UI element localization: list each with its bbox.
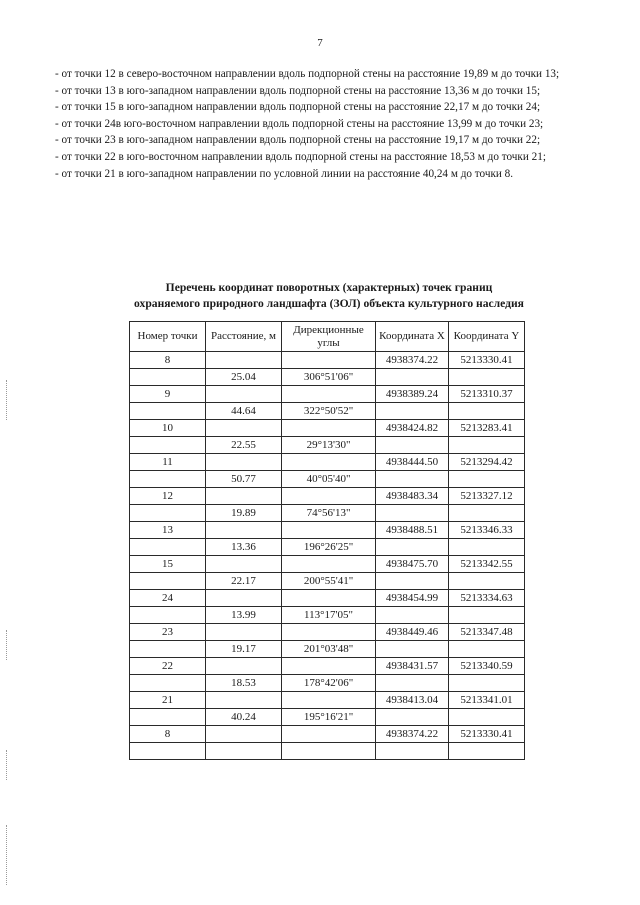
table-row [130, 505, 525, 522]
cell-point-number: 9 [130, 386, 206, 403]
cell-coordinate-x [376, 709, 449, 726]
table-row [130, 539, 525, 556]
cell-point-number: 12 [130, 488, 206, 505]
cell-distance: 44.64 [206, 403, 282, 420]
cell-distance: 40.24 [206, 709, 282, 726]
cell-point-number [130, 369, 206, 386]
table-row [130, 607, 525, 624]
cell-coordinate-y: 5213310.37 [449, 386, 525, 403]
cell-distance: 22.55 [206, 437, 282, 454]
cell-direction-angle [282, 556, 376, 573]
cell-distance: 13.36 [206, 539, 282, 556]
cell-direction-angle: 195°16'21" [282, 709, 376, 726]
cell-point-number [130, 471, 206, 488]
cell-distance: 19.89 [206, 505, 282, 522]
cell-coordinate-y: 5213346.33 [449, 522, 525, 539]
cell-distance: 50.77 [206, 471, 282, 488]
cell-distance [206, 556, 282, 573]
cell-distance [206, 692, 282, 709]
cell-coordinate-y: 5213330.41 [449, 726, 525, 743]
cell-point-number: 11 [130, 454, 206, 471]
boundary-paragraph: - от точки 13 в юго-западном направлении вдоль подпорной стены на расстояние 13,36 м до точки 15; [55, 84, 541, 97]
cell-coordinate-y [449, 471, 525, 488]
cell-direction-angle: 29°13'30" [282, 437, 376, 454]
table-row [130, 420, 525, 437]
table-title-line-2: охраняемого природного ландшафта (ЗОЛ) объекта культурного наследия [134, 297, 524, 310]
cell-direction-angle: 200°55'41" [282, 573, 376, 590]
cell-distance [206, 726, 282, 743]
cell-coordinate-x [376, 369, 449, 386]
cell-point-number [130, 505, 206, 522]
table-title [55, 280, 603, 312]
cell-distance [206, 488, 282, 505]
cell-direction-angle [282, 488, 376, 505]
header-coordinate-x: Координата X [376, 322, 449, 352]
cell-coordinate-y [449, 369, 525, 386]
cell-distance [206, 386, 282, 403]
cell-coordinate-y [449, 607, 525, 624]
cell-direction-angle [282, 352, 376, 369]
cell-coordinate-x: 4938454.99 [376, 590, 449, 607]
scan-edge-mark [6, 630, 9, 660]
cell-point-number: 21 [130, 692, 206, 709]
table-row [130, 471, 525, 488]
cell-coordinate-y: 5213347.48 [449, 624, 525, 641]
cell-coordinate-y [449, 403, 525, 420]
header-point-number: Номер точки [130, 322, 206, 352]
cell-point-number: 24 [130, 590, 206, 607]
cell-direction-angle: 306°51'06" [282, 369, 376, 386]
table-row [130, 743, 525, 760]
cell-coordinate-x: 4938483.34 [376, 488, 449, 505]
cell-coordinate-y: 5213340.59 [449, 658, 525, 675]
cell-coordinate-y: 5213327.12 [449, 488, 525, 505]
cell-direction-angle [282, 658, 376, 675]
cell-point-number [130, 539, 206, 556]
cell-distance: 13.99 [206, 607, 282, 624]
coordinates-table [129, 321, 525, 760]
cell-distance [206, 420, 282, 437]
cell-point-number: 10 [130, 420, 206, 437]
cell-point-number [130, 437, 206, 454]
cell-coordinate-x: 4938449.46 [376, 624, 449, 641]
cell-coordinate-x: 4938389.24 [376, 386, 449, 403]
table-row [130, 454, 525, 471]
cell-coordinate-y: 5213294.42 [449, 454, 525, 471]
cell-point-number: 22 [130, 658, 206, 675]
cell-direction-angle [282, 743, 376, 760]
cell-point-number: 23 [130, 624, 206, 641]
cell-coordinate-x [376, 607, 449, 624]
cell-coordinate-y: 5213341.01 [449, 692, 525, 709]
cell-direction-angle [282, 454, 376, 471]
cell-coordinate-x [376, 505, 449, 522]
cell-coordinate-x: 4938413.04 [376, 692, 449, 709]
table-row [130, 590, 525, 607]
cell-distance [206, 658, 282, 675]
table-row [130, 352, 525, 369]
cell-coordinate-y [449, 505, 525, 522]
cell-coordinate-y: 5213283.41 [449, 420, 525, 437]
table-row [130, 403, 525, 420]
cell-point-number: 13 [130, 522, 206, 539]
table-row [130, 641, 525, 658]
cell-direction-angle [282, 624, 376, 641]
cell-distance: 18.53 [206, 675, 282, 692]
boundary-paragraph: - от точки 12 в северо-восточном направлении вдоль подпорной стены на расстояние 19,89 м до точки 13; [55, 68, 560, 80]
table-row [130, 556, 525, 573]
scan-edge-mark [6, 380, 9, 420]
cell-coordinate-y: 5213334.63 [449, 590, 525, 607]
cell-direction-angle [282, 420, 376, 437]
cell-coordinate-y: 5213330.41 [449, 352, 525, 369]
cell-coordinate-x [376, 743, 449, 760]
boundary-paragraph: - от точки 24в юго-восточном направлении вдоль подпорной стены на расстояние 13,99 м до точки 23; [55, 117, 544, 130]
scan-edge-mark [6, 750, 9, 780]
cell-direction-angle [282, 386, 376, 403]
cell-point-number [130, 641, 206, 658]
table-row [130, 369, 525, 386]
cell-coordinate-x: 4938374.22 [376, 352, 449, 369]
boundary-paragraph: - от точки 23 в юго-западном направлении вдоль подпорной стены на расстояние 19,17 м до точки 22; [55, 134, 541, 147]
cell-coordinate-x: 4938488.51 [376, 522, 449, 539]
table-row [130, 675, 525, 692]
table-row [130, 437, 525, 454]
table-row [130, 709, 525, 726]
cell-point-number: 8 [130, 352, 206, 369]
cell-distance [206, 522, 282, 539]
cell-point-number: 8 [130, 726, 206, 743]
cell-distance [206, 590, 282, 607]
boundary-description [55, 66, 603, 182]
cell-direction-angle: 201°03'48" [282, 641, 376, 658]
table-row [130, 488, 525, 505]
table-title-line-1: Перечень координат поворотных (характерных) точек границ [165, 281, 493, 294]
cell-direction-angle: 113°17'05" [282, 607, 376, 624]
cell-coordinate-x [376, 539, 449, 556]
cell-direction-angle [282, 522, 376, 539]
page-number: 7 [317, 37, 323, 49]
cell-point-number [130, 709, 206, 726]
cell-distance [206, 624, 282, 641]
cell-coordinate-x [376, 437, 449, 454]
header-coordinate-y: Координата Y [449, 322, 525, 352]
cell-coordinate-y [449, 437, 525, 454]
cell-distance [206, 454, 282, 471]
table-row [130, 692, 525, 709]
cell-coordinate-x: 4938444.50 [376, 454, 449, 471]
cell-point-number [130, 743, 206, 760]
header-distance: Расстояние, м [206, 322, 282, 352]
header-direction-angles: Дирекционные углы [282, 322, 376, 352]
table-row [130, 726, 525, 743]
table-row [130, 624, 525, 641]
cell-coordinate-y [449, 573, 525, 590]
table-row [130, 573, 525, 590]
cell-direction-angle: 40°05'40" [282, 471, 376, 488]
cell-coordinate-x [376, 675, 449, 692]
table-row [130, 522, 525, 539]
cell-coordinate-x: 4938431.57 [376, 658, 449, 675]
cell-coordinate-x: 4938475.70 [376, 556, 449, 573]
table-row [130, 386, 525, 403]
cell-coordinate-y [449, 675, 525, 692]
cell-direction-angle [282, 726, 376, 743]
cell-direction-angle: 322°50'52" [282, 403, 376, 420]
cell-distance: 25.04 [206, 369, 282, 386]
cell-coordinate-y [449, 539, 525, 556]
cell-coordinate-y [449, 641, 525, 658]
cell-direction-angle [282, 692, 376, 709]
cell-point-number: 15 [130, 556, 206, 573]
cell-direction-angle [282, 590, 376, 607]
cell-coordinate-y [449, 743, 525, 760]
cell-coordinate-x [376, 573, 449, 590]
cell-distance: 22.17 [206, 573, 282, 590]
cell-direction-angle: 74°56'13" [282, 505, 376, 522]
boundary-paragraph: - от точки 22 в юго-восточном направлении вдоль подпорной стены на расстояние 18,53 м до точки 21; [55, 150, 546, 163]
cell-coordinate-y [449, 709, 525, 726]
cell-distance: 19.17 [206, 641, 282, 658]
cell-coordinate-x: 4938424.82 [376, 420, 449, 437]
cell-coordinate-y: 5213342.55 [449, 556, 525, 573]
table-row [130, 658, 525, 675]
cell-coordinate-x [376, 471, 449, 488]
table-header-row [130, 322, 525, 352]
cell-point-number [130, 607, 206, 624]
cell-point-number [130, 675, 206, 692]
cell-coordinate-x [376, 403, 449, 420]
cell-distance [206, 352, 282, 369]
cell-direction-angle: 196°26'25" [282, 539, 376, 556]
cell-point-number [130, 573, 206, 590]
scan-edge-mark [6, 825, 9, 885]
cell-point-number [130, 403, 206, 420]
cell-coordinate-x: 4938374.22 [376, 726, 449, 743]
boundary-paragraph: - от точки 15 в юго-западном направлении вдоль подпорной стены на расстояние 22,17 м до точки 24; [55, 101, 541, 114]
cell-coordinate-x [376, 641, 449, 658]
cell-distance [206, 743, 282, 760]
boundary-paragraph: - от точки 21 в юго-западном направлении по условной линии на расстояние 40,24 м до точки 8. [55, 167, 514, 180]
cell-direction-angle: 178°42'06" [282, 675, 376, 692]
